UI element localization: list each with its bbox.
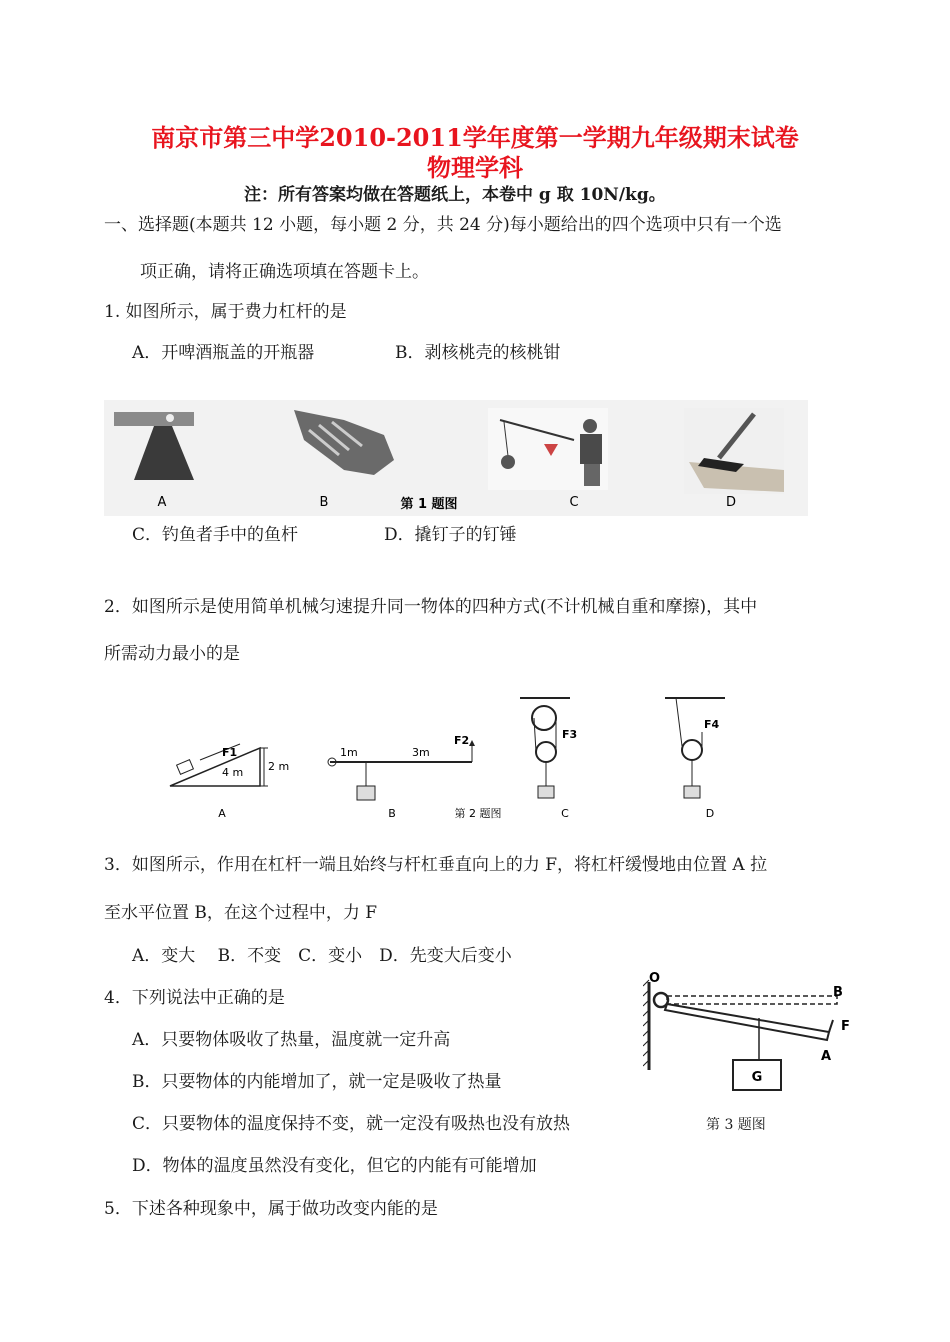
q2-label-d: D: [705, 807, 715, 820]
section-heading-cont: 项正确，请将正确选项填在答题卡上。: [140, 262, 429, 282]
q1-option-c: C．钓鱼者手中的鱼杆: [132, 525, 299, 545]
q1-stem: 1. 如图所示，属于费力杠杆的是: [104, 302, 347, 322]
q2-figure-drawing: [160, 690, 760, 825]
f3-label: F3: [562, 728, 578, 741]
f2-label: F2: [454, 734, 470, 747]
pulley-c-diagram: [520, 698, 577, 798]
q3-options: A．变大 B．不变 C．变小 D．先变大后变小: [132, 946, 512, 966]
q4-option-c: C．只要物体的温度保持不变，就一定没有吸热也没有放热: [132, 1114, 571, 1134]
q1-figure: [104, 400, 808, 516]
q4-option-b: B．只要物体的内能增加了，就一定是吸收了热量: [132, 1072, 502, 1092]
exam-title: 南京市第三中学2010-2011学年度第一学期九年级期末试卷: [151, 123, 799, 152]
lever-arm-1m: 1m: [340, 746, 358, 759]
q2-stem: 2．如图所示是使用简单机械匀速提升同一物体的四种方式(不计机械自重和摩擦)，其中: [104, 597, 758, 617]
force-f: F: [841, 1019, 850, 1034]
q3-caption: 第 3 题图: [706, 1117, 766, 1133]
lever-diagram: [328, 734, 475, 800]
q1-caption: 第 1 题图: [400, 497, 458, 512]
q4-option-a: A．只要物体吸收了热量，温度就一定升高: [132, 1030, 451, 1050]
q1-label-c: C: [569, 495, 579, 510]
q1-label-b: B: [319, 495, 329, 510]
q2-label-a: A: [218, 807, 226, 820]
q2-label-b: B: [388, 807, 396, 820]
q2-stem-cont: 所需动力最小的是: [104, 644, 240, 664]
q4-stem: 4．下列说法中正确的是: [104, 988, 285, 1008]
incline-length: 4 m: [222, 766, 244, 779]
lever-arm-3m: 3m: [412, 746, 430, 759]
q5-stem: 5．下述各种现象中，属于做功改变内能的是: [104, 1199, 438, 1219]
exam-note: 注：所有答案均做在答题纸上，本卷中 g 取 10N/kg。: [244, 185, 666, 205]
point-o: O: [649, 971, 661, 986]
q3-figure: [643, 952, 863, 1102]
claw-hammer-image: [684, 408, 784, 494]
q3-stem: 3．如图所示，作用在杠杆一端且始终与杆杠垂直向上的力 F，将杠杆缓慢地由位置 A 拉: [104, 855, 768, 875]
f1-label: F1: [222, 746, 238, 759]
q3-figure-drawing: [643, 952, 863, 1102]
fisherman-image: [488, 408, 608, 490]
q2-caption: 第 2 题图: [454, 807, 502, 820]
point-a: A: [821, 1049, 832, 1064]
q1-option-b: B．剥核桃壳的核桃钳: [395, 343, 561, 363]
q1-label-a: A: [157, 495, 167, 510]
incline-diagram: [170, 744, 289, 786]
q1-option-d: D．撬钉子的钉锤: [384, 525, 517, 545]
bottle-opener-image: [114, 412, 194, 480]
exam-subject: 物理学科: [427, 153, 523, 182]
q4-option-d: D．物体的温度虽然没有变化，但它的内能有可能增加: [132, 1156, 537, 1176]
point-b: B: [833, 985, 843, 1000]
q1-figure-drawing: [104, 400, 808, 516]
q2-label-c: C: [561, 807, 569, 820]
q1-option-a: A．开啤酒瓶盖的开瓶器: [132, 343, 315, 363]
f4-label: F4: [704, 718, 720, 731]
q3-stem-cont: 至水平位置 B，在这个过程中，力 F: [104, 903, 378, 923]
weight-g: G: [751, 1070, 763, 1085]
incline-height: 2 m: [268, 760, 290, 773]
pulley-d-diagram: [665, 698, 725, 798]
q1-label-d: D: [725, 495, 737, 510]
nutcracker-image: [294, 410, 394, 475]
section-heading: 一、选择题(本题共 12 小题，每小题 2 分，共 24 分)每小题给出的四个选项中只有一个选: [104, 215, 782, 235]
q2-figure: [160, 690, 760, 825]
